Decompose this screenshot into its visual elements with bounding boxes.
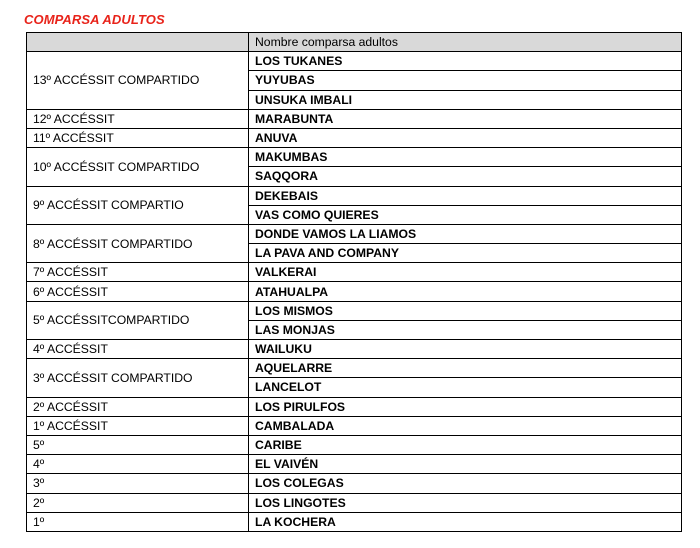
comparsa-name-cell: VAS COMO QUIERES xyxy=(249,205,682,224)
table-row xyxy=(27,435,682,454)
comparsa-name-cell: ANUVA xyxy=(249,128,682,147)
results-table xyxy=(26,32,682,532)
rank-cell: 6º ACCÉSSIT xyxy=(27,282,249,301)
comparsa-name-cell: LA PAVA AND COMPANY xyxy=(249,244,682,263)
table-body xyxy=(27,52,682,532)
comparsa-name-cell: MARABUNTA xyxy=(249,109,682,128)
rank-cell: 10º ACCÉSSIT COMPARTIDO xyxy=(27,148,249,186)
rank-cell: 1º xyxy=(27,512,249,531)
comparsa-name-cell: LOS TUKANES xyxy=(249,52,682,71)
comparsa-name-cell: AQUELARRE xyxy=(249,359,682,378)
rank-cell: 7º ACCÉSSIT xyxy=(27,263,249,282)
comparsa-name-cell: EL VAIVÉN xyxy=(249,455,682,474)
rank-cell: 8º ACCÉSSIT COMPARTIDO xyxy=(27,224,249,262)
rank-column-header xyxy=(27,33,249,52)
comparsa-name-cell: LA KOCHERA xyxy=(249,512,682,531)
rank-cell: 2º ACCÉSSIT xyxy=(27,397,249,416)
comparsa-name-cell: ATAHUALPA xyxy=(249,282,682,301)
rank-cell: 5º ACCÉSSITCOMPARTIDO xyxy=(27,301,249,339)
table-row xyxy=(27,301,682,320)
comparsa-name-cell: MAKUMBAS xyxy=(249,148,682,167)
page-title: COMPARSA ADULTOS xyxy=(24,12,165,27)
table-row xyxy=(27,512,682,531)
comparsa-name-cell: VALKERAI xyxy=(249,263,682,282)
comparsa-name-cell: LOS COLEGAS xyxy=(249,474,682,493)
rank-cell: 9º ACCÉSSIT COMPARTIO xyxy=(27,186,249,224)
comparsa-name-cell: LOS LINGOTES xyxy=(249,493,682,512)
rank-cell: 12º ACCÉSSIT xyxy=(27,109,249,128)
comparsa-name-cell: CARIBE xyxy=(249,435,682,454)
table-row xyxy=(27,474,682,493)
table-row xyxy=(27,416,682,435)
rank-cell: 4º ACCÉSSIT xyxy=(27,340,249,359)
rank-cell: 3º ACCÉSSIT COMPARTIDO xyxy=(27,359,249,397)
comparsa-name-cell: UNSUKA IMBALI xyxy=(249,90,682,109)
rank-cell: 4º xyxy=(27,455,249,474)
comparsa-name-cell: LANCELOT xyxy=(249,378,682,397)
table-header-row xyxy=(27,33,682,52)
comparsa-name-cell: SAQQORA xyxy=(249,167,682,186)
table-row xyxy=(27,128,682,147)
name-column-header: Nombre comparsa adultos xyxy=(249,33,682,52)
comparsa-name-cell: LAS MONJAS xyxy=(249,320,682,339)
rank-cell: 1º ACCÉSSIT xyxy=(27,416,249,435)
comparsa-name-cell: DONDE VAMOS LA LIAMOS xyxy=(249,224,682,243)
table-row xyxy=(27,493,682,512)
table-row xyxy=(27,455,682,474)
table-row xyxy=(27,186,682,205)
table-row xyxy=(27,263,682,282)
comparsa-name-cell: LOS PIRULFOS xyxy=(249,397,682,416)
table-row xyxy=(27,52,682,71)
comparsa-name-cell: YUYUBAS xyxy=(249,71,682,90)
comparsa-name-cell: WAILUKU xyxy=(249,340,682,359)
table-row xyxy=(27,109,682,128)
table-row xyxy=(27,340,682,359)
comparsa-name-cell: DEKEBAIS xyxy=(249,186,682,205)
rank-cell: 2º xyxy=(27,493,249,512)
rank-cell: 5º xyxy=(27,435,249,454)
rank-cell: 11º ACCÉSSIT xyxy=(27,128,249,147)
rank-cell: 3º xyxy=(27,474,249,493)
table-row xyxy=(27,359,682,378)
table-row xyxy=(27,224,682,243)
comparsa-name-cell: LOS MISMOS xyxy=(249,301,682,320)
comparsa-name-cell: CAMBALADA xyxy=(249,416,682,435)
table-row xyxy=(27,397,682,416)
rank-cell: 13º ACCÉSSIT COMPARTIDO xyxy=(27,52,249,110)
table-row xyxy=(27,148,682,167)
table-row xyxy=(27,282,682,301)
